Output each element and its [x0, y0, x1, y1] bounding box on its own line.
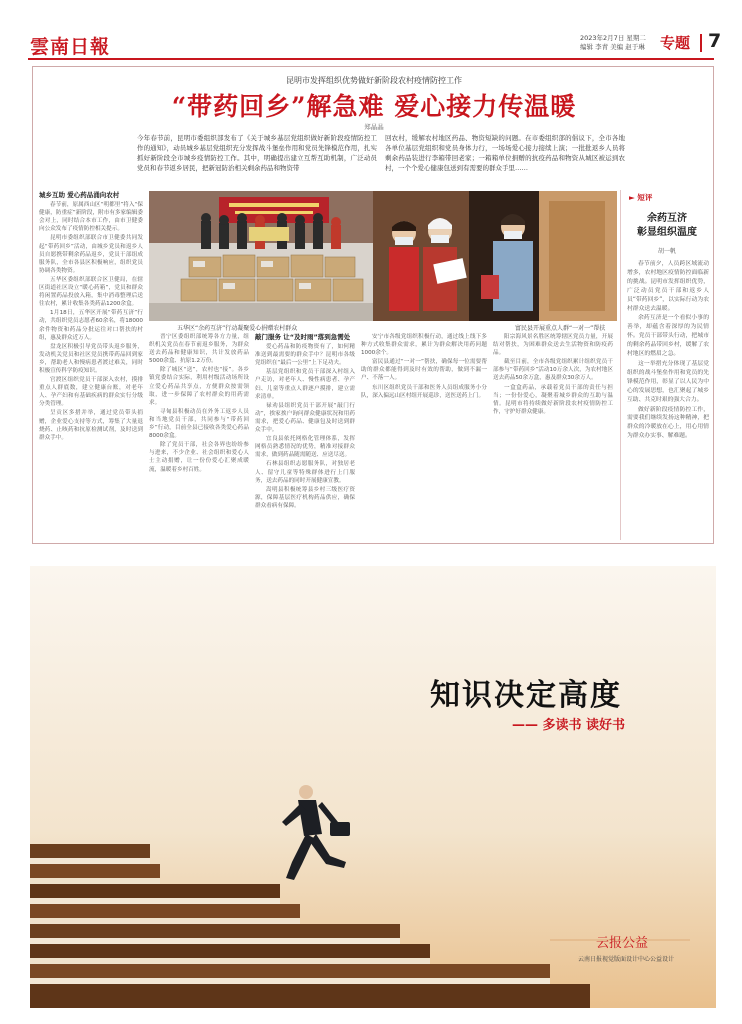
charity-logo-caption: 云南日报视觉版面设计中心公益设计	[578, 956, 675, 963]
header-divider	[700, 34, 702, 52]
issue-meta	[580, 34, 660, 52]
body-paragraph: 官渡区组织党员干部深入农村，摸排重点人群底数，建立健康台账，对老年人、孕产妇和有基础疾病的群众实行分级分类管理。	[39, 377, 143, 408]
ad-headline: 知识决定高度	[430, 678, 622, 713]
column-subheading: 城乡互助 爱心药品涌向农村	[39, 191, 120, 199]
body-paragraph: 五华区委组织部联合区卫健局，在辖区街道社区设立“暖心药箱”，党员和群众将闲置药品投放入箱，集中消毒整理后送往农村，累计收集各类药品1200余盒。	[39, 276, 143, 308]
body-paragraph: 截至目前，全市各级党组织累计组织党员干部参与“带药回乡”活动10万余人次，为农村地区送去药品50余万盒，惠及群众30余万人。	[493, 359, 613, 382]
body-paragraph: 余药互济是一个看似小事的善举，却蕴含着深厚的为民情怀。党员干部带头行动，把城市的剩余药品带回乡村，缓解了农村地区的燃眉之急。	[627, 315, 709, 358]
commentary-sidebar	[620, 190, 712, 540]
body-paragraph: 安宁市各级党组织积极行动，通过线上线下多种方式收集群众需求，累计为群众解决用药问题1000余个。	[361, 334, 487, 357]
body-paragraph: 寻甸县积极动员在外务工返乡人员和当地党员干部，共同参与“带药回乡”行动，目前全县已接收各类爱心药品8000余盒。	[149, 408, 249, 440]
lead-paragraph-right: 回农村，缓解农村地区药品、物资短缺的问题。在市委组织部的倡议下，全市各地各单位基层党组织和党员身体力行，一场场爱心接力接续上演；一批批返乡人员将剩余药品装进行李箱带回老家；一箱箱单位捐赠的抗疫药品和物资从城区被运到农村，一个个爱心健康包送到有需要的群众手里……	[385, 134, 625, 172]
section-label: 专题	[660, 34, 691, 52]
body-paragraph: 这一举措充分体现了基层党组织的战斗堡垒作用和党员的先锋模范作用，彰显了以人民为中心的发展思想，也汇聚起了城乡互助、共克时艰的强大合力。	[627, 360, 709, 403]
ad-subtitle: —— 多读书 读好书	[512, 718, 626, 733]
body-paragraph: 石林县组织志愿服务队，对独居老人、留守儿童等特殊群体进行上门服务，送去药品的同时开展健康宣教。	[255, 461, 355, 484]
newspaper-name: 雲南日報	[30, 36, 111, 58]
commentary-body	[627, 260, 709, 530]
play-icon: ►	[629, 193, 635, 202]
article-column-4	[361, 333, 487, 541]
body-paragraph: 晋宁区委组织部统筹各方力量，组织机关党员在春节前返乡服务，为群众送去药品和健康知识，共计发放药品5000余盒、抗原1.2万份。	[149, 334, 249, 365]
commentary-author: 胡一帆	[657, 248, 676, 255]
article-headline: “带药回乡”解急难 爱心接力传温暖	[171, 92, 577, 121]
body-paragraph: 阳宗海风景名胜区统筹辖区党员力量，开展结对帮扶，为困难群众送去生活物资和防疫药品。	[493, 334, 613, 357]
article-column-3	[255, 333, 355, 541]
issue-date: 2023年2月7日 星期二	[580, 34, 646, 42]
public-service-ad	[30, 566, 716, 1008]
body-paragraph: 嵩明县积极统筹县乡村三级医疗资源，保障基层医疗机构药品供应，确保群众看病有保障。	[255, 486, 355, 509]
body-paragraph: 富民县通过“一对一”帮扶，确保每一位需要帮助的群众都能得到及时有效的帮助，做到不漏一户、不落一人。	[361, 359, 487, 382]
issue-editors: 编辑 李青 美编 赵于琳	[580, 43, 645, 51]
article-column-1	[39, 191, 143, 541]
body-paragraph: 春节前夕，人员跨区域流动增多，农村地区疫情防控面临新的挑战。昆明市发挥组织优势，广泛动员党员干部和返乡人员“带药回乡”，以实际行动为农村群众送去温暖。	[627, 261, 709, 312]
column-subheading: 敲门服务 让“及时雨”落到急需处	[255, 333, 351, 341]
body-paragraph: 除了城区“送”，农村也“接”。各乡镇党委结合实际，利用村级活动场所设立爱心药品共享点，方便群众按需领取，进一步保障了农村群众的用药需求。	[149, 367, 249, 406]
body-paragraph: 1月18日，五华区开展“带药互济”行动，共组织党员志愿者60余名，将18000余件物资和药品分批运往对口帮扶的村组，惠及群众近万人。	[39, 310, 143, 341]
charity-logo: 云报公益	[596, 936, 649, 951]
body-paragraph: 爱心药品和防疫物资有了，如何精准送到最需要的群众手中？昆明市各级党组织在“最后一公里”上下足功夫。	[255, 344, 355, 367]
photo-home-visit	[373, 191, 617, 321]
page-header	[28, 30, 722, 60]
body-paragraph: 盘龙区积极引导党员带头返乡服务，发动机关党员和社区党员携带药品回到家乡，帮助老人和慢病患者渡过难关，同时积极宣传科学防疫知识。	[39, 343, 143, 374]
photo-medicine-donation	[149, 191, 387, 321]
body-paragraph: 春节前，原属西山区“明都里”将入“保健康，防重症”新阶段，附市有多家编辑委会对上，同时结合本市工作，由市卫健委向公众发布了疫情防控相关提示。	[39, 202, 143, 233]
body-paragraph: 基层党组织和党员干部深入村组入户走访，对老年人、慢性病患者、孕产妇、儿童等重点人群逐户摸排，建立需求清单。	[255, 369, 355, 400]
article-column-2	[149, 333, 249, 541]
home-visit-photo-illustration	[373, 191, 617, 321]
article-column-5	[493, 333, 613, 541]
body-paragraph: 禄劝县组织党员干部开展“敲门行动”，挨家挨户询问群众健康状况和用药需求，把爱心药品、健康包及时送到群众手中。	[255, 402, 355, 434]
body-paragraph: 东川区组织党员干部和医务人员组成服务小分队，深入偏远山区村组开展巡诊，送医送药上门。	[361, 384, 487, 399]
body-paragraph: 呈贡区多措并举，通过党员带头捐赠，企业爱心支持等方式，筹集了大量退烧药、止咳药和抗原检测试剂，及时送到群众手中。	[39, 410, 143, 441]
article-byline: 郑晶晶	[364, 123, 384, 131]
commentary-title	[621, 212, 713, 240]
donation-photo-illustration	[149, 191, 387, 321]
commentary-title-line-2: 彰显组织温度	[637, 227, 697, 238]
commentary-tag	[629, 192, 652, 203]
body-paragraph: 除了党员干部，社会各界也纷纷参与进来，不少企业、社会组织和爱心人士主动捐赠，让一份份爱心汇聚成暖流，温暖着乡村百姓。	[149, 442, 249, 473]
lead-paragraph-left: 今年春节前，昆明市委组织部发布了《关于城乡基层党组织做好新阶段疫情防控工作的通知》，动员城乡基层党组织充分发挥战斗堡垒作用和党员先锋模范作用，扎实抓好新阶段全市城乡疫情防控工作。其中，明确提出建立互帮互助机制，广泛动员党员和春节返乡居民，把新冠防治相关剩余药品和物资带	[137, 134, 377, 172]
commentary-tag-label: 短评	[637, 193, 653, 202]
body-paragraph: 昆明市委组织部联合市卫健委共同发起“带药回乡”活动，由城乡党员和返乡人员自愿携带剩余药品返乡，党员干部组成服务队，全市各县区积极响应，组织党员协调各类物资。	[39, 235, 143, 274]
article-kicker: 昆明市发挥组织优势做好新阶段农村疫情防控工作	[286, 76, 462, 85]
page-number: 7	[708, 30, 722, 52]
feature-article	[32, 66, 714, 544]
body-paragraph: 做好新阶段疫情防控工作，需要我们继续发扬这种精神，把群众的冷暖放在心上，用心用情为群众办实事、解难题。	[627, 406, 709, 440]
body-paragraph: 宜良县依托网格化管理体系，发挥网格员熟悉情况的优势，精准对接群众需求，做到药品随需随送、应送尽送。	[255, 436, 355, 459]
body-paragraph: 一盒盒药品，承载着党员干部的责任与担当；一份份爱心，凝聚着城乡群众的互助与温情。昆明市将持续做好新阶段农村疫情防控工作，守护好群众健康。	[493, 384, 613, 415]
photo-caption-1: 五华区“余药互济”行动凝聚爱心捐赠农村群众	[177, 325, 298, 332]
photo-caption-2: 富民县开展重点人群“一对一”帮扶	[515, 325, 606, 332]
commentary-title-line-1: 余药互济	[647, 213, 687, 224]
